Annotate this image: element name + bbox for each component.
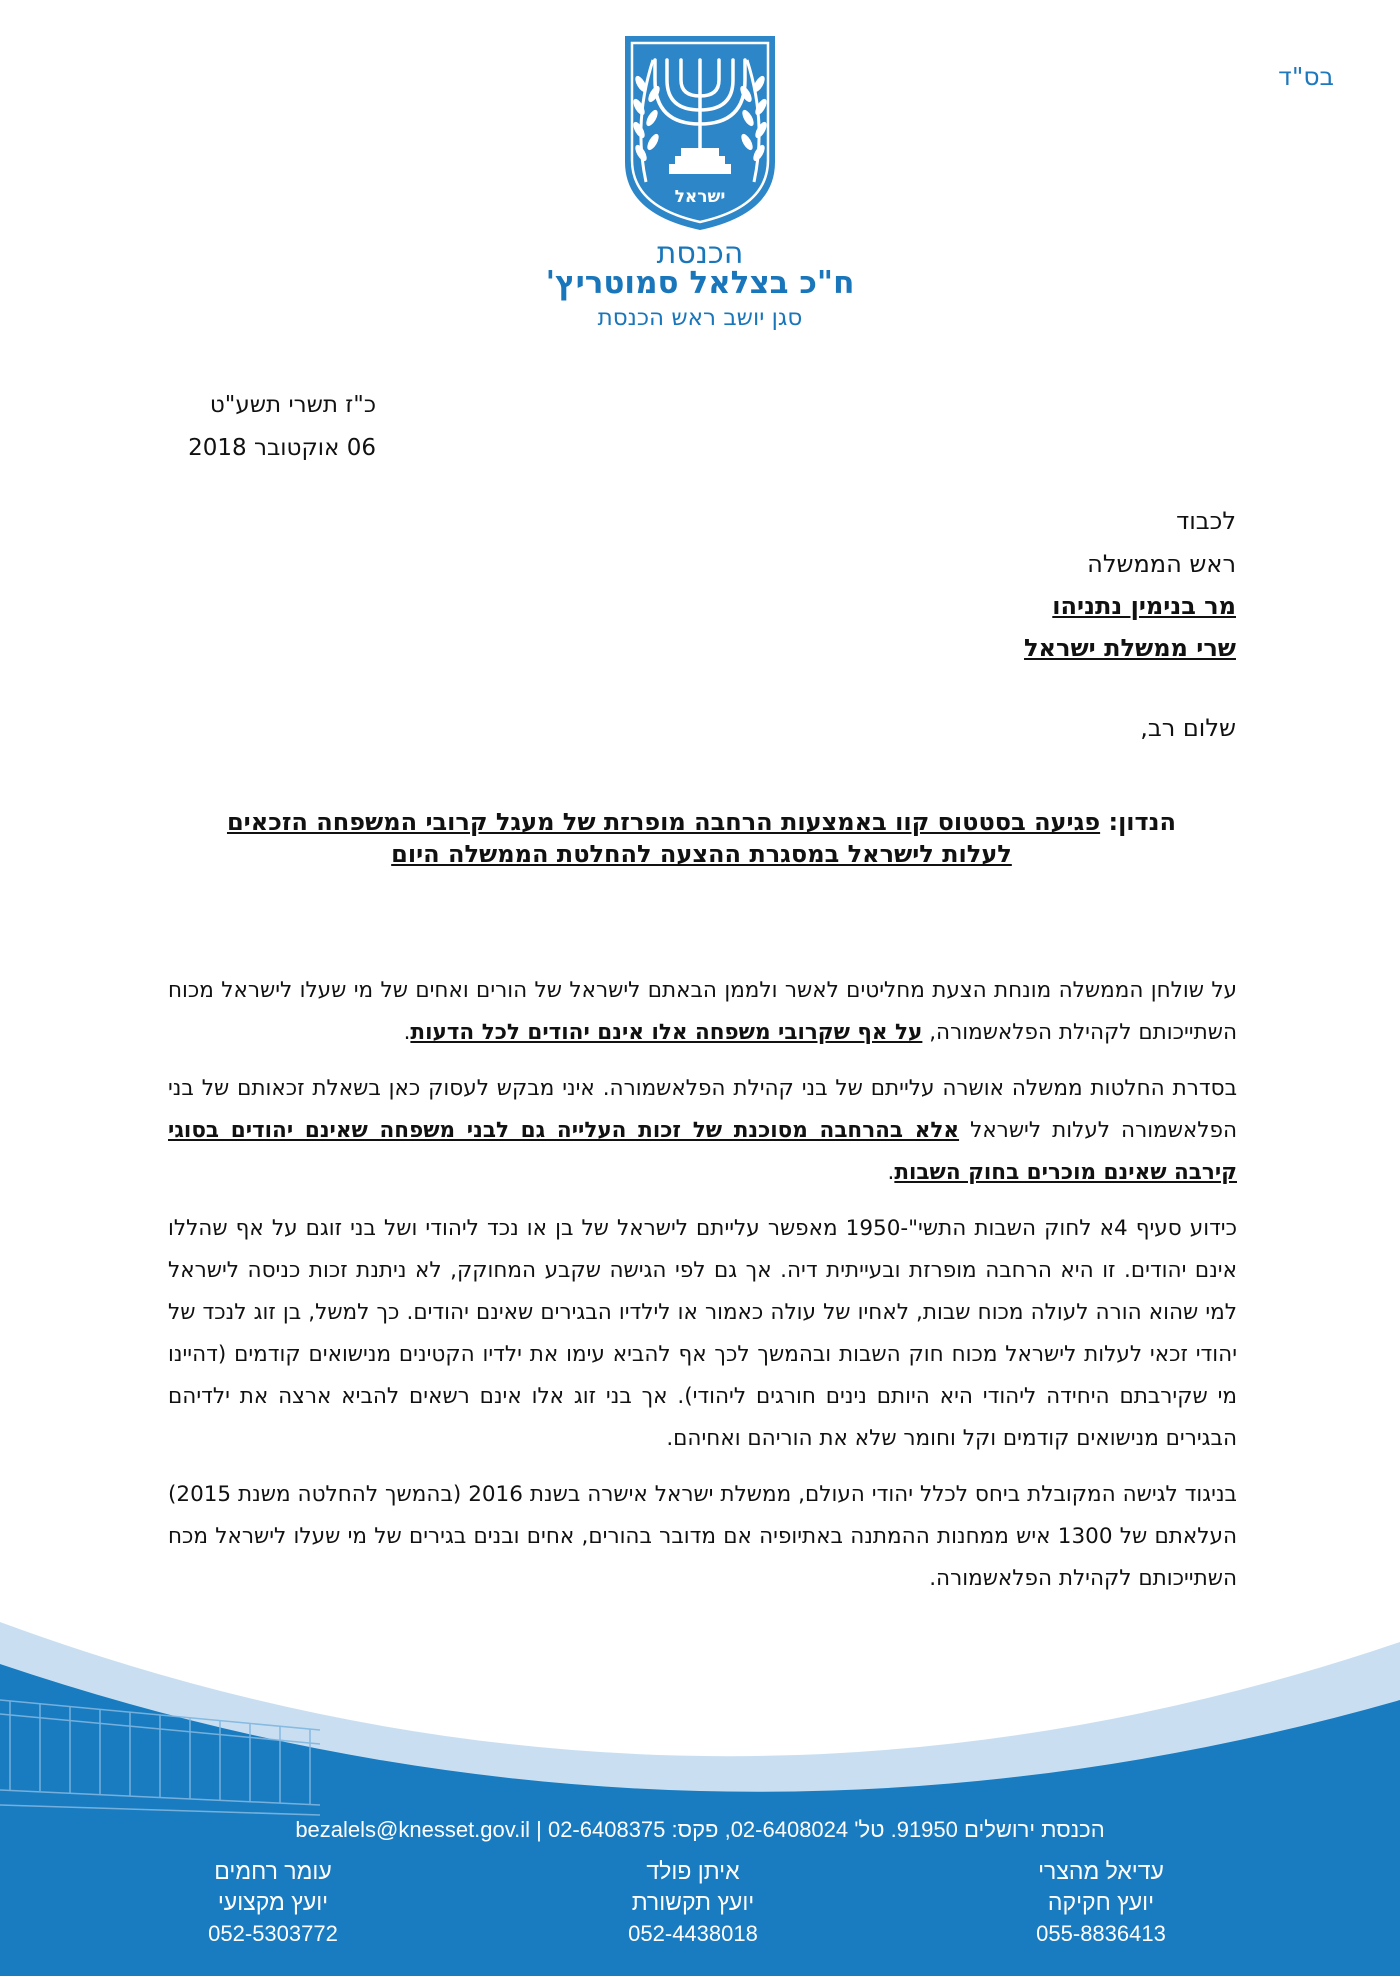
- staff-member: [133, 1856, 413, 1949]
- subject-line-1: [178, 806, 1225, 838]
- paragraph-1-text: על שולחן הממשלה מונחת הצעת מחליטים לאשר ולממן הבאתם לישראל של הורים ואחים של מי שעלו לישראל מכוח השתייכותם לקהילת הפלאשמורה,: [168, 978, 1237, 1045]
- hebrew-date: כ"ז תשרי תשע"ט: [209, 392, 376, 418]
- contact-line: bezalels@knesset.gov.il | 02-6408375 :הכנסת ירושלים 91950. טל' 02-6408024, פקס: [295, 1817, 1105, 1842]
- recipient-role: ראש הממשלה: [1087, 550, 1236, 578]
- paragraph-2-end: .: [887, 1160, 895, 1185]
- subject-line-2: [178, 838, 1225, 870]
- staff-name: עומר רחמים: [214, 1858, 332, 1884]
- staff-phone: 055-8836413: [1036, 1921, 1166, 1946]
- gregorian-date: 06 אוקטובר 2018: [188, 435, 376, 461]
- mk-title: סגן יושב ראש הכנסת: [597, 305, 803, 331]
- paragraph-2-emphasis: אלא בהרחבה מסוכנת של זכות העלייה גם לבני משפחה שאינם יהודים בסוגי קירבה שאינם מוכרים בחוק השבות: [168, 1118, 1237, 1185]
- paragraph-3: כידוע סעיף 4א לחוק השבות התשי"-1950 מאפשר עלייתם לישראל של בן או נכד ליהודי ושל בני זוגם על אף שהללו אינם יהודים. זו היא הרחבה מופרזת ובעייתית דיה. אך גם לפי הגישה שקבע המחוקק, לא ניתנת זכות כניסה לישראל למי שהוא הורה לעולה מכוח שבות, לאחיו של עולה כאמור או לילדיו הבגירים שאינם יהודים. כך למשל, בן זוג לנכד של יהודי זכאי לעלות לישראל מכוח חוק השבות ובהמשך לכך אף להביא עימו את ילדיו הקטינים מנישואים קודמים (דהיינו מי שקירבתם היחידה ליהודי היא היותם נינים חורגים ליהודי). אך בני זוג אלו אינם רשאים להביא ארצה את ילדיהם הבגירים מנישואים קודמים וקל וחומר שלא את הוריהם ואחיהם.: [168, 1216, 1237, 1451]
- mk-name: ח"כ בצלאל סמוטריץ': [545, 265, 855, 301]
- paragraph-1-emphasis: על אף שקרובי משפחה אלו אינם יהודים לכל הדעות: [410, 1020, 923, 1045]
- menorah-emblem-icon: [619, 32, 781, 232]
- staff-name: איתן פולד: [646, 1858, 740, 1884]
- letter-body: [168, 970, 1237, 1614]
- staff-phone: 052-5303772: [208, 1921, 338, 1946]
- recipient-label: לכבוד: [1176, 507, 1236, 535]
- bsd-mark: בס"ד: [1278, 62, 1334, 91]
- staff-role: יועץ תקשורת: [631, 1889, 755, 1915]
- paragraph-1-end: .: [403, 1020, 411, 1045]
- staff-member: [553, 1856, 833, 1949]
- paragraph-1: [168, 970, 1237, 1054]
- staff-role: יועץ מקצועי: [217, 1889, 329, 1915]
- recipient-name: מר בנימין נתניהו: [1052, 592, 1236, 620]
- recipient-position: שרי ממשלת ישראל: [1024, 634, 1236, 662]
- emblem-text: ישראל: [674, 187, 726, 207]
- paragraph-4: בניגוד לגישה המקובלת ביחס לכלל יהודי העולם, ממשלת ישראל אישרה בשנת 2016 (בהמשך להחלטה משנת 2015) העלאתם של 1300 איש ממחנות ההמתנה באתיופיה אם מדובר בהורים, אחים ובנים בגירים של מי שעלו לישראל מכח השתייכותם לקהילת הפלאשמורה.: [168, 1482, 1237, 1591]
- subject-prefix: הנדון:: [1108, 808, 1177, 836]
- paragraph-2-text: בסדרת החלטות ממשלה אושרה עלייתם של בני קהילת הפלאשמורה. איני מבקש לעסוק כאן בשאלת זכאותם של בני הפלאשמורה לעלות לישראל: [168, 1076, 1237, 1143]
- subject-text-2: לעלות לישראל במסגרת ההצעה להחלטת הממשלה היום: [391, 840, 1012, 868]
- staff-name: עדיאל מהצרי: [1038, 1858, 1164, 1884]
- staff-member: [961, 1856, 1241, 1949]
- greeting: שלום רב,: [1140, 714, 1236, 742]
- paragraph-2: [168, 1068, 1237, 1194]
- staff-role: יועץ חקיקה: [1047, 1889, 1155, 1915]
- subject-block: [178, 806, 1225, 870]
- subject-text-1: פגיעה בסטטוס קוו באמצעות הרחבה מופרזת של מעגל קרובי המשפחה הזכאים: [226, 808, 1101, 836]
- knesset-name: הכנסת: [656, 236, 744, 271]
- staff-phone: 052-4438018: [628, 1921, 758, 1946]
